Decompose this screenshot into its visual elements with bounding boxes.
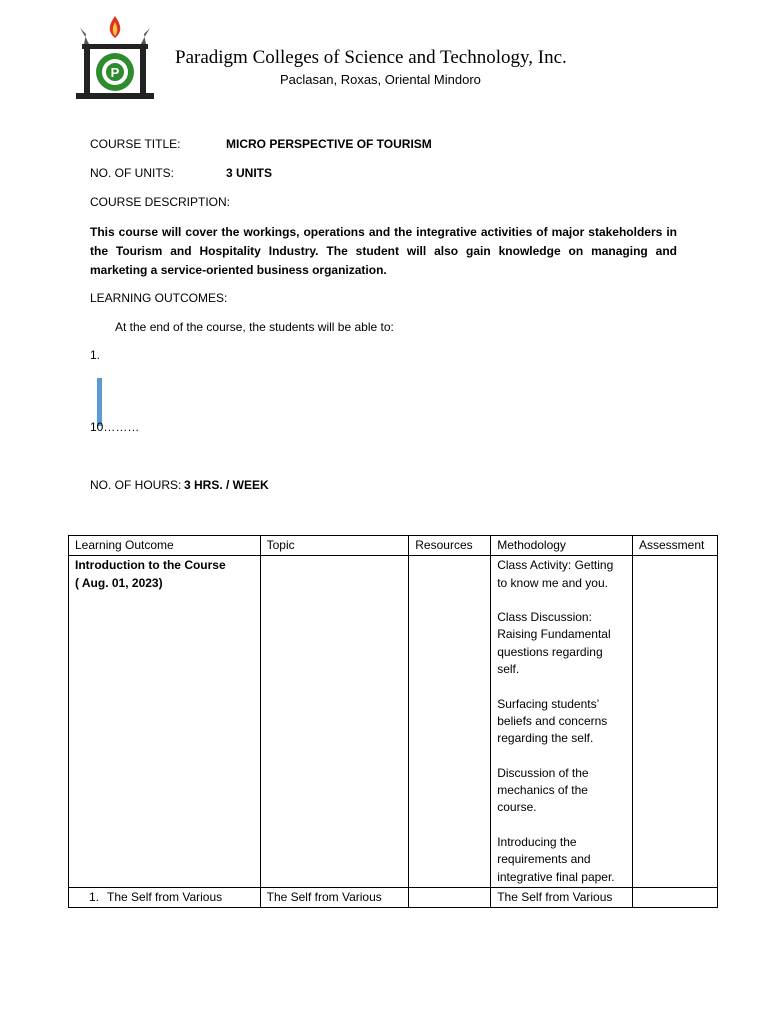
org-address: Paclasan, Roxas, Oriental Mindoro [280, 72, 481, 87]
hours-label: NO. OF HOURS: [90, 478, 182, 492]
learning-outcomes-label: LEARNING OUTCOMES: [90, 291, 228, 305]
svg-text:P: P [110, 65, 120, 80]
outcome-item-first: 1. [90, 348, 101, 362]
row1-topic [260, 556, 409, 888]
methodology-item: Class Discussion: Raising Fundamental questions regarding self. [497, 610, 611, 677]
row2-outcome-text: The Self from Various [107, 889, 223, 904]
methodology-item: Discussion of the mechanics of the course. [497, 765, 589, 815]
course-description-label: COURSE DESCRIPTION: [90, 195, 231, 209]
row1-resources [409, 556, 491, 888]
course-title-label: COURSE TITLE: [90, 137, 181, 151]
org-name: Paradigm Colleges of Science and Technology, Inc. [175, 47, 567, 68]
row1-learning-outcome [69, 556, 261, 888]
row2-resources [409, 887, 491, 907]
row2-methodology: The Self from Various [491, 887, 633, 907]
syllabus-table [68, 535, 718, 908]
college-logo [72, 14, 158, 100]
methodology-item: Class Activity: Getting to know me and you. [497, 558, 614, 590]
row1-outcome-title: Introduction to the Course [75, 558, 226, 573]
hours-value: 3 HRS. / WEEK [184, 478, 269, 492]
row2-number: 1. [88, 889, 99, 904]
row1-assessment [633, 556, 718, 888]
course-description: This course will cover the workings, operations and the integrative activities of major stakeholders in the Tourism and Hospitality Industry. The student will also gain knowledge on managing and marketing a service-oriented business organization. [90, 225, 677, 277]
course-title-value: MICRO PERSPECTIVE OF TOURISM [226, 137, 432, 151]
header-assessment: Assessment [633, 536, 718, 556]
learning-outcomes-intro: At the end of the course, the students will be able to: [115, 320, 394, 334]
row2-topic: The Self from Various [260, 887, 409, 907]
table-row [69, 556, 718, 888]
row1-outcome-date: ( Aug. 01, 2023) [75, 575, 163, 590]
table-row [69, 887, 718, 907]
methodology-item: Introducing the requirements and integrative final paper. [497, 835, 615, 884]
table-header-row [69, 536, 718, 556]
row2-learning-outcome [69, 887, 261, 907]
text-cursor-bar [97, 378, 102, 426]
header-resources: Resources [409, 536, 491, 556]
row1-methodology [491, 556, 633, 888]
header-topic: Topic [260, 536, 409, 556]
units-value: 3 UNITS [226, 166, 273, 180]
outcome-item-last: 10……… [90, 420, 140, 434]
header-methodology: Methodology [491, 536, 633, 556]
header-learning-outcome: Learning Outcome [69, 536, 261, 556]
units-label: NO. OF UNITS: [90, 166, 174, 180]
methodology-item: Surfacing students’ beliefs and concerns regarding the self. [497, 696, 608, 746]
row2-assessment [633, 887, 718, 907]
